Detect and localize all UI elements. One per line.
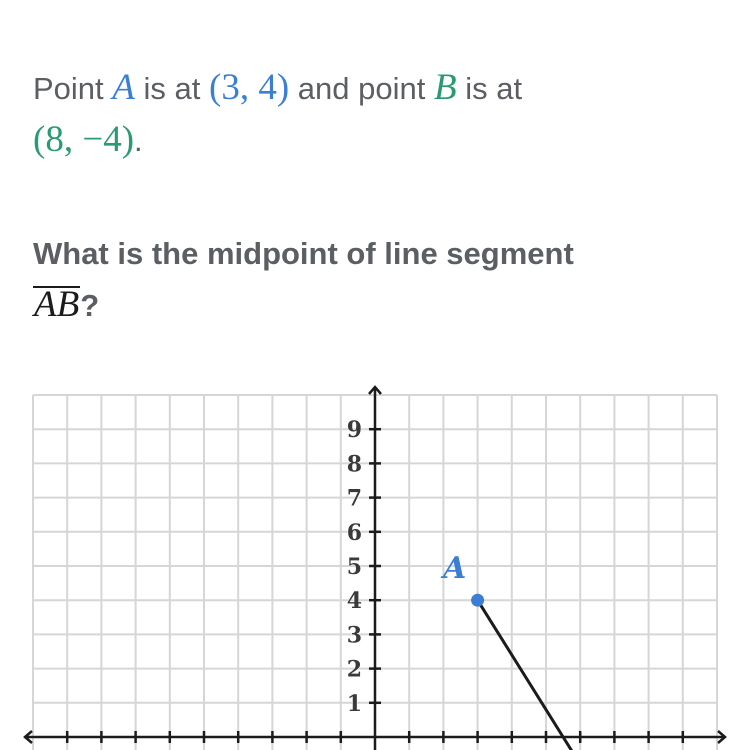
point-a xyxy=(471,594,484,607)
point-b-label: B xyxy=(433,67,457,108)
period: . xyxy=(134,123,143,158)
y-tick-label: 4 xyxy=(346,588,362,615)
point-a-label: A xyxy=(112,67,135,108)
and-point-text: and point xyxy=(297,71,426,106)
problem-statement xyxy=(33,62,723,166)
question-prompt: What is the midpoint of line segment xyxy=(33,236,574,271)
y-tick-label: 2 xyxy=(346,656,362,683)
axes xyxy=(25,387,725,750)
point-a-label: A xyxy=(442,551,467,587)
y-tick-label: 1 xyxy=(346,690,362,717)
segment-ab xyxy=(478,600,649,750)
y-tick-label: 3 xyxy=(346,622,362,649)
y-tick-label: 6 xyxy=(346,519,362,546)
y-tick-label: 9 xyxy=(346,417,362,444)
question-mark: ? xyxy=(80,288,100,323)
coordinate-plane xyxy=(0,370,750,750)
is-at-text: is at xyxy=(143,71,201,106)
tick-labels xyxy=(347,417,362,717)
y-tick-label: 8 xyxy=(346,451,362,478)
point-b-coordinates: (8, −4) xyxy=(33,119,135,160)
question-text xyxy=(33,228,723,332)
plot-marks xyxy=(440,551,649,750)
y-tick-label: 5 xyxy=(346,554,362,580)
point-a-coordinates: (3, 4) xyxy=(209,67,290,108)
intro-text: Point xyxy=(33,71,104,106)
is-at-text-2: is at xyxy=(465,71,523,106)
y-tick-label: 7 xyxy=(346,485,362,512)
segment-ab-label: AB xyxy=(34,284,80,325)
